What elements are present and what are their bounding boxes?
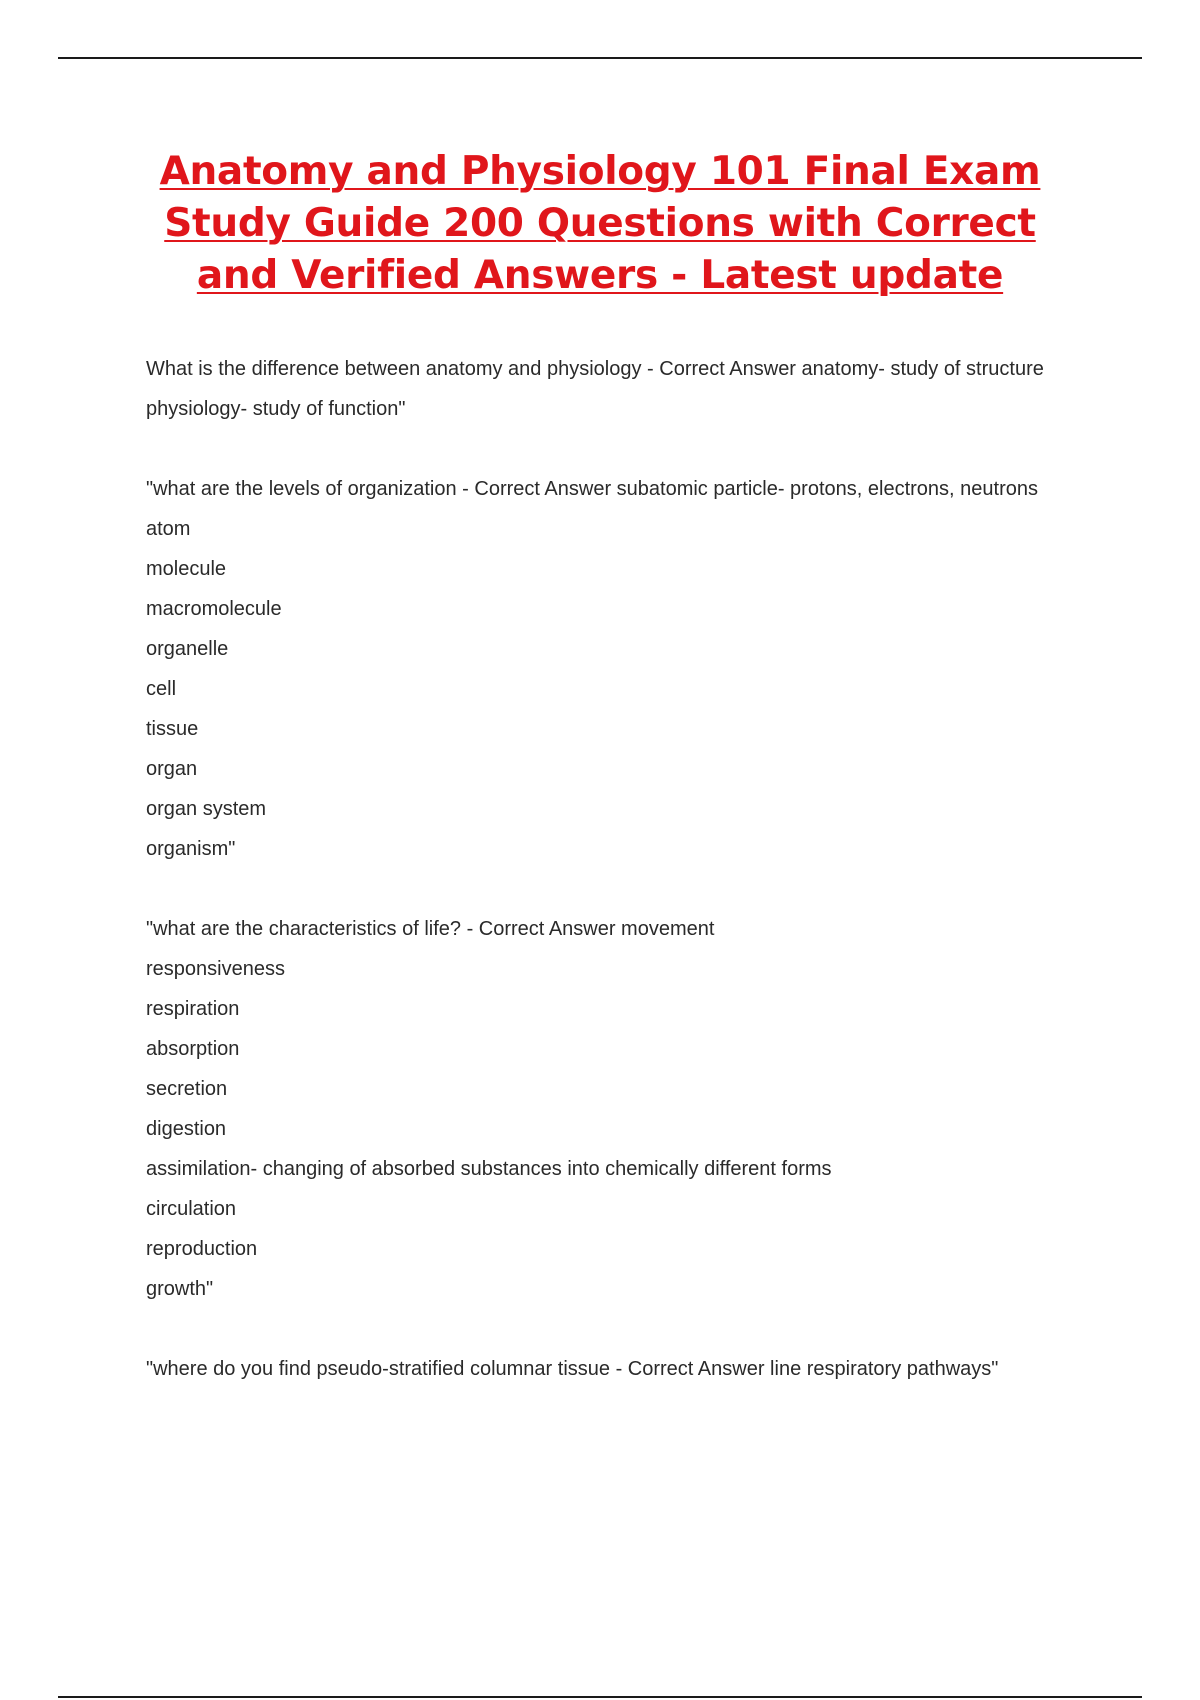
answer-line: responsiveness	[146, 958, 285, 980]
answer-line: organ	[146, 758, 198, 780]
qa-entry	[146, 357, 1046, 422]
answer-line: absorption	[146, 1038, 240, 1060]
answer-line: growth"	[146, 1278, 214, 1300]
answer-line: organ system	[146, 798, 267, 820]
question-text: What is the difference between anatomy and physiology - Correct Answer anatomy- study of structure	[146, 358, 1044, 380]
answer-line: assimilation- changing of absorbed substances into chemically different forms	[146, 1158, 832, 1180]
answer-line: cell	[146, 678, 177, 700]
top-rule	[58, 57, 1142, 59]
study-guide-content	[146, 357, 1046, 1437]
answer-line: respiration	[146, 998, 240, 1020]
answer-line: digestion	[146, 1118, 227, 1140]
answer-line: circulation	[146, 1198, 237, 1220]
answer-line: molecule	[146, 558, 227, 580]
bottom-rule	[58, 1696, 1142, 1698]
answer-line: macromolecule	[146, 598, 282, 620]
answer-line: physiology- study of function"	[146, 398, 406, 420]
answer-line: organelle	[146, 638, 229, 660]
answer-line: organism"	[146, 838, 236, 860]
answer-line: reproduction	[146, 1238, 258, 1260]
qa-entry	[146, 917, 1046, 1302]
document-title: Anatomy and Physiology 101 Final Exam Study Guide 200 Questions with Correct and Verified Answers - Latest update	[159, 149, 1041, 298]
question-text: "where do you find pseudo-stratified columnar tissue - Correct Answer line respiratory pathways"	[146, 1358, 999, 1380]
question-text: "what are the characteristics of life? - Correct Answer movement	[146, 918, 715, 940]
answer-line: secretion	[146, 1078, 228, 1100]
answer-line: tissue	[146, 718, 199, 740]
qa-entry	[146, 1357, 1046, 1382]
qa-entry	[146, 477, 1046, 862]
answer-line: atom	[146, 518, 191, 540]
question-text: "what are the levels of organization - Correct Answer subatomic particle- protons, electrons, neutrons	[146, 478, 1038, 500]
